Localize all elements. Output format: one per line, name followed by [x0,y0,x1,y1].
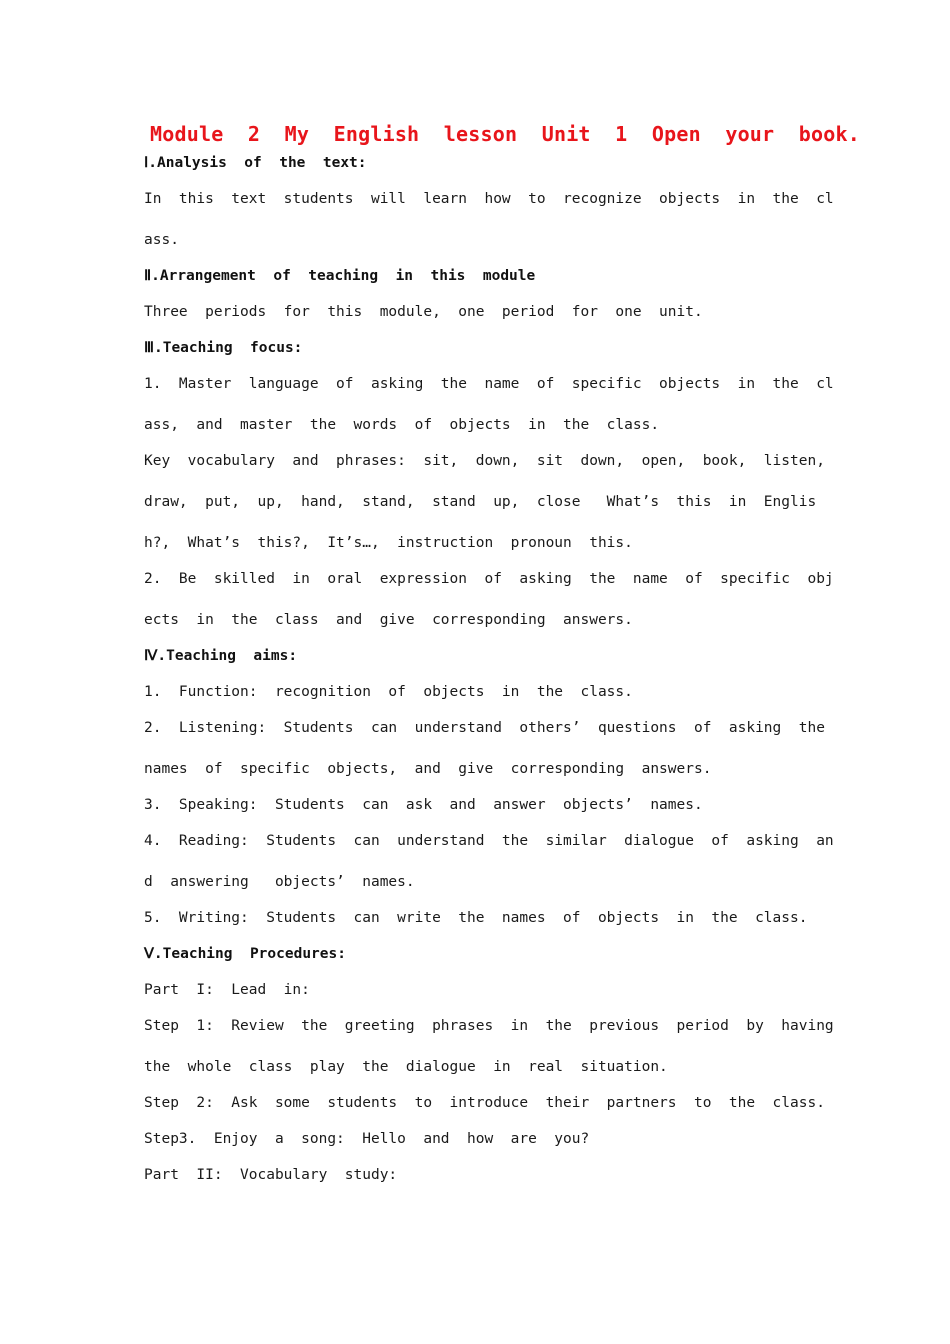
paragraph-line: h?, What’s this?, It’s…, instruction pronoun this. [144,535,633,551]
paragraph-line: 2. Listening: Students can understand others’ questions of asking the [144,720,825,736]
paragraph-line: 1. Function: recognition of objects in the class. [144,684,633,700]
paragraph-line: 3. Speaking: Students can ask and answer objects’ names. [144,797,703,813]
paragraph-line: ass. [144,232,179,248]
paragraph-line: names of specific objects, and give corresponding answers. [144,761,712,777]
paragraph-line: Step 2: Ask some students to introduce their partners to the class. [144,1095,825,1111]
section-heading-arrangement: Ⅱ.Arrangement of teaching in this module [144,268,536,284]
paragraph-line: 2. Be skilled in oral expression of asking the name of specific obj [144,571,834,587]
paragraph-line: In this text students will learn how to recognize objects in the cl [144,191,834,207]
paragraph-line: 1. Master language of asking the name of specific objects in the cl [144,376,834,392]
section-heading-focus: Ⅲ.Teaching focus: [144,340,303,356]
paragraph-line: Key vocabulary and phrases: sit, down, sit down, open, book, listen, [144,453,825,469]
section-heading-procedures: Ⅴ.Teaching Procedures: [144,946,346,962]
paragraph-line: the whole class play the dialogue in real situation. [144,1059,668,1075]
paragraph-line: Part I: Lead in: [144,982,310,998]
paragraph-line: 5. Writing: Students can write the names of objects in the class. [144,910,808,926]
paragraph-line: ects in the class and give corresponding answers. [144,612,633,628]
paragraph-line: draw, put, up, hand, stand, stand up, close What’s this in Englis [144,494,817,510]
paragraph-line: 4. Reading: Students can understand the similar dialogue of asking an [144,833,834,849]
paragraph-line: Three periods for this module, one period for one unit. [144,304,703,320]
section-heading-analysis: Ⅰ.Analysis of the text: [144,155,367,171]
document-title: Module 2 My English lesson Unit 1 Open your book. [150,122,860,146]
paragraph-line: ass, and master the words of objects in the class. [144,417,660,433]
section-heading-aims: Ⅳ.Teaching aims: [144,648,298,664]
paragraph-line: Step3. Enjoy a song: Hello and how are you? [144,1131,590,1147]
paragraph-line: Part II: Vocabulary study: [144,1167,398,1183]
paragraph-line: d answering objects’ names. [144,874,415,890]
paragraph-line: Step 1: Review the greeting phrases in the previous period by having [144,1018,834,1034]
